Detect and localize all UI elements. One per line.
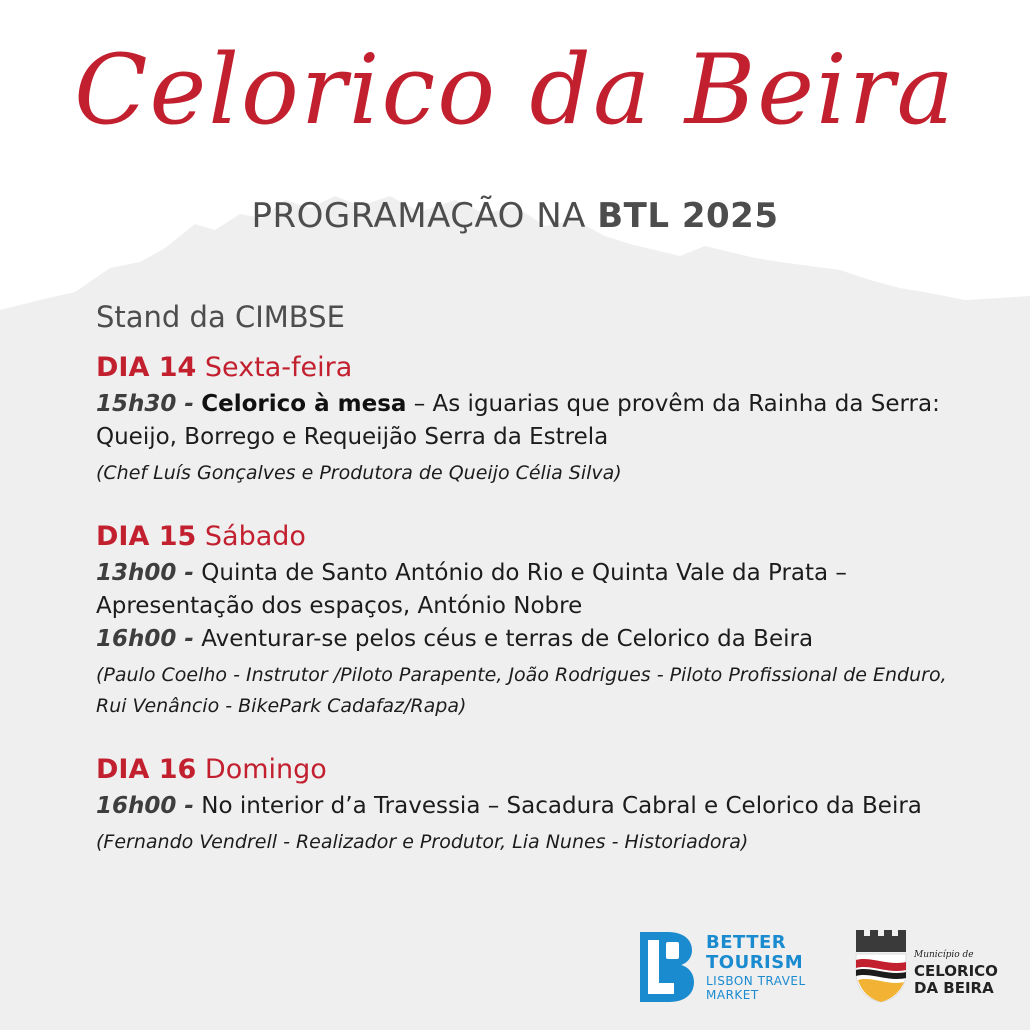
event-time: 13h00 -: [96, 560, 194, 586]
municipio-line1: Município de: [914, 950, 974, 960]
event-description: No interior d’a Travessia – Sacadura Cabral e Celorico da Beira: [201, 793, 922, 819]
event-description: – As iguarias que provêm da Rainha da Serra: Queijo, Borrego e Requeijão Serra da Estrela: [96, 391, 940, 450]
day-weekday: Sexta-feira: [204, 352, 353, 383]
stand-name: Stand da CIMBSE: [96, 300, 345, 334]
script-title: Celorico da Beira: [74, 34, 956, 146]
event-item: [96, 623, 966, 656]
event-item: [96, 557, 966, 623]
day-header: [96, 350, 966, 386]
day-label: DIA 14: [96, 352, 197, 383]
better-tourism-line1: BETTER: [706, 932, 787, 953]
event-description: Quinta de Santo António do Rio e Quinta Vale da Prata – Apresentação dos espaços, António Nobre: [96, 560, 847, 619]
event-description: Aventurar-se pelos céus e terras de Celorico da Beira: [201, 626, 814, 652]
day-header: [96, 519, 966, 555]
event-title: Celorico à mesa: [201, 391, 407, 417]
municipio-line2: CELORICO: [914, 962, 998, 980]
better-tourism-line4: MARKET: [706, 988, 759, 1002]
day-header: [96, 752, 966, 788]
event-item: [96, 388, 966, 454]
municipio-logo: [852, 926, 998, 1006]
event-time: 16h00 -: [96, 793, 194, 819]
better-tourism-b-icon: [638, 930, 696, 1004]
event-credits: (Paulo Coelho - Instrutor /Piloto Parapente, João Rodrigues - Piloto Profissional de Enduro, Rui Venâncio - BikePark Cadafaz/Rapa): [96, 664, 947, 717]
castle-crest-icon: [852, 926, 910, 1004]
program-list: [96, 350, 966, 882]
event-time: 16h00 -: [96, 626, 194, 652]
day-label: DIA 15: [96, 521, 197, 552]
better-tourism-line2: TOURISM: [706, 952, 804, 973]
day-weekday: Domingo: [204, 754, 327, 785]
better-tourism-logo: [638, 930, 808, 1004]
subtitle-prefix: PROGRAMAÇÃO NA: [251, 196, 598, 236]
event-item: [96, 790, 966, 823]
day-block-14: [96, 350, 966, 489]
event-credits: (Chef Luís Gonçalves e Produtora de Queijo Célia Silva): [96, 462, 622, 484]
event-credits: (Fernando Vendrell - Realizador e Produtor, Lia Nunes - Historiadora): [96, 831, 749, 853]
day-label: DIA 16: [96, 754, 197, 785]
municipio-line3: DA BEIRA: [914, 979, 994, 997]
day-weekday: Sábado: [204, 521, 306, 552]
better-tourism-line3: LISBON TRAVEL: [706, 974, 806, 988]
event-time: 15h30 -: [96, 391, 194, 417]
day-block-16: [96, 752, 966, 858]
day-block-15: [96, 519, 966, 722]
page-subtitle: [0, 196, 1030, 236]
subtitle-event-name: BTL 2025: [597, 196, 779, 236]
